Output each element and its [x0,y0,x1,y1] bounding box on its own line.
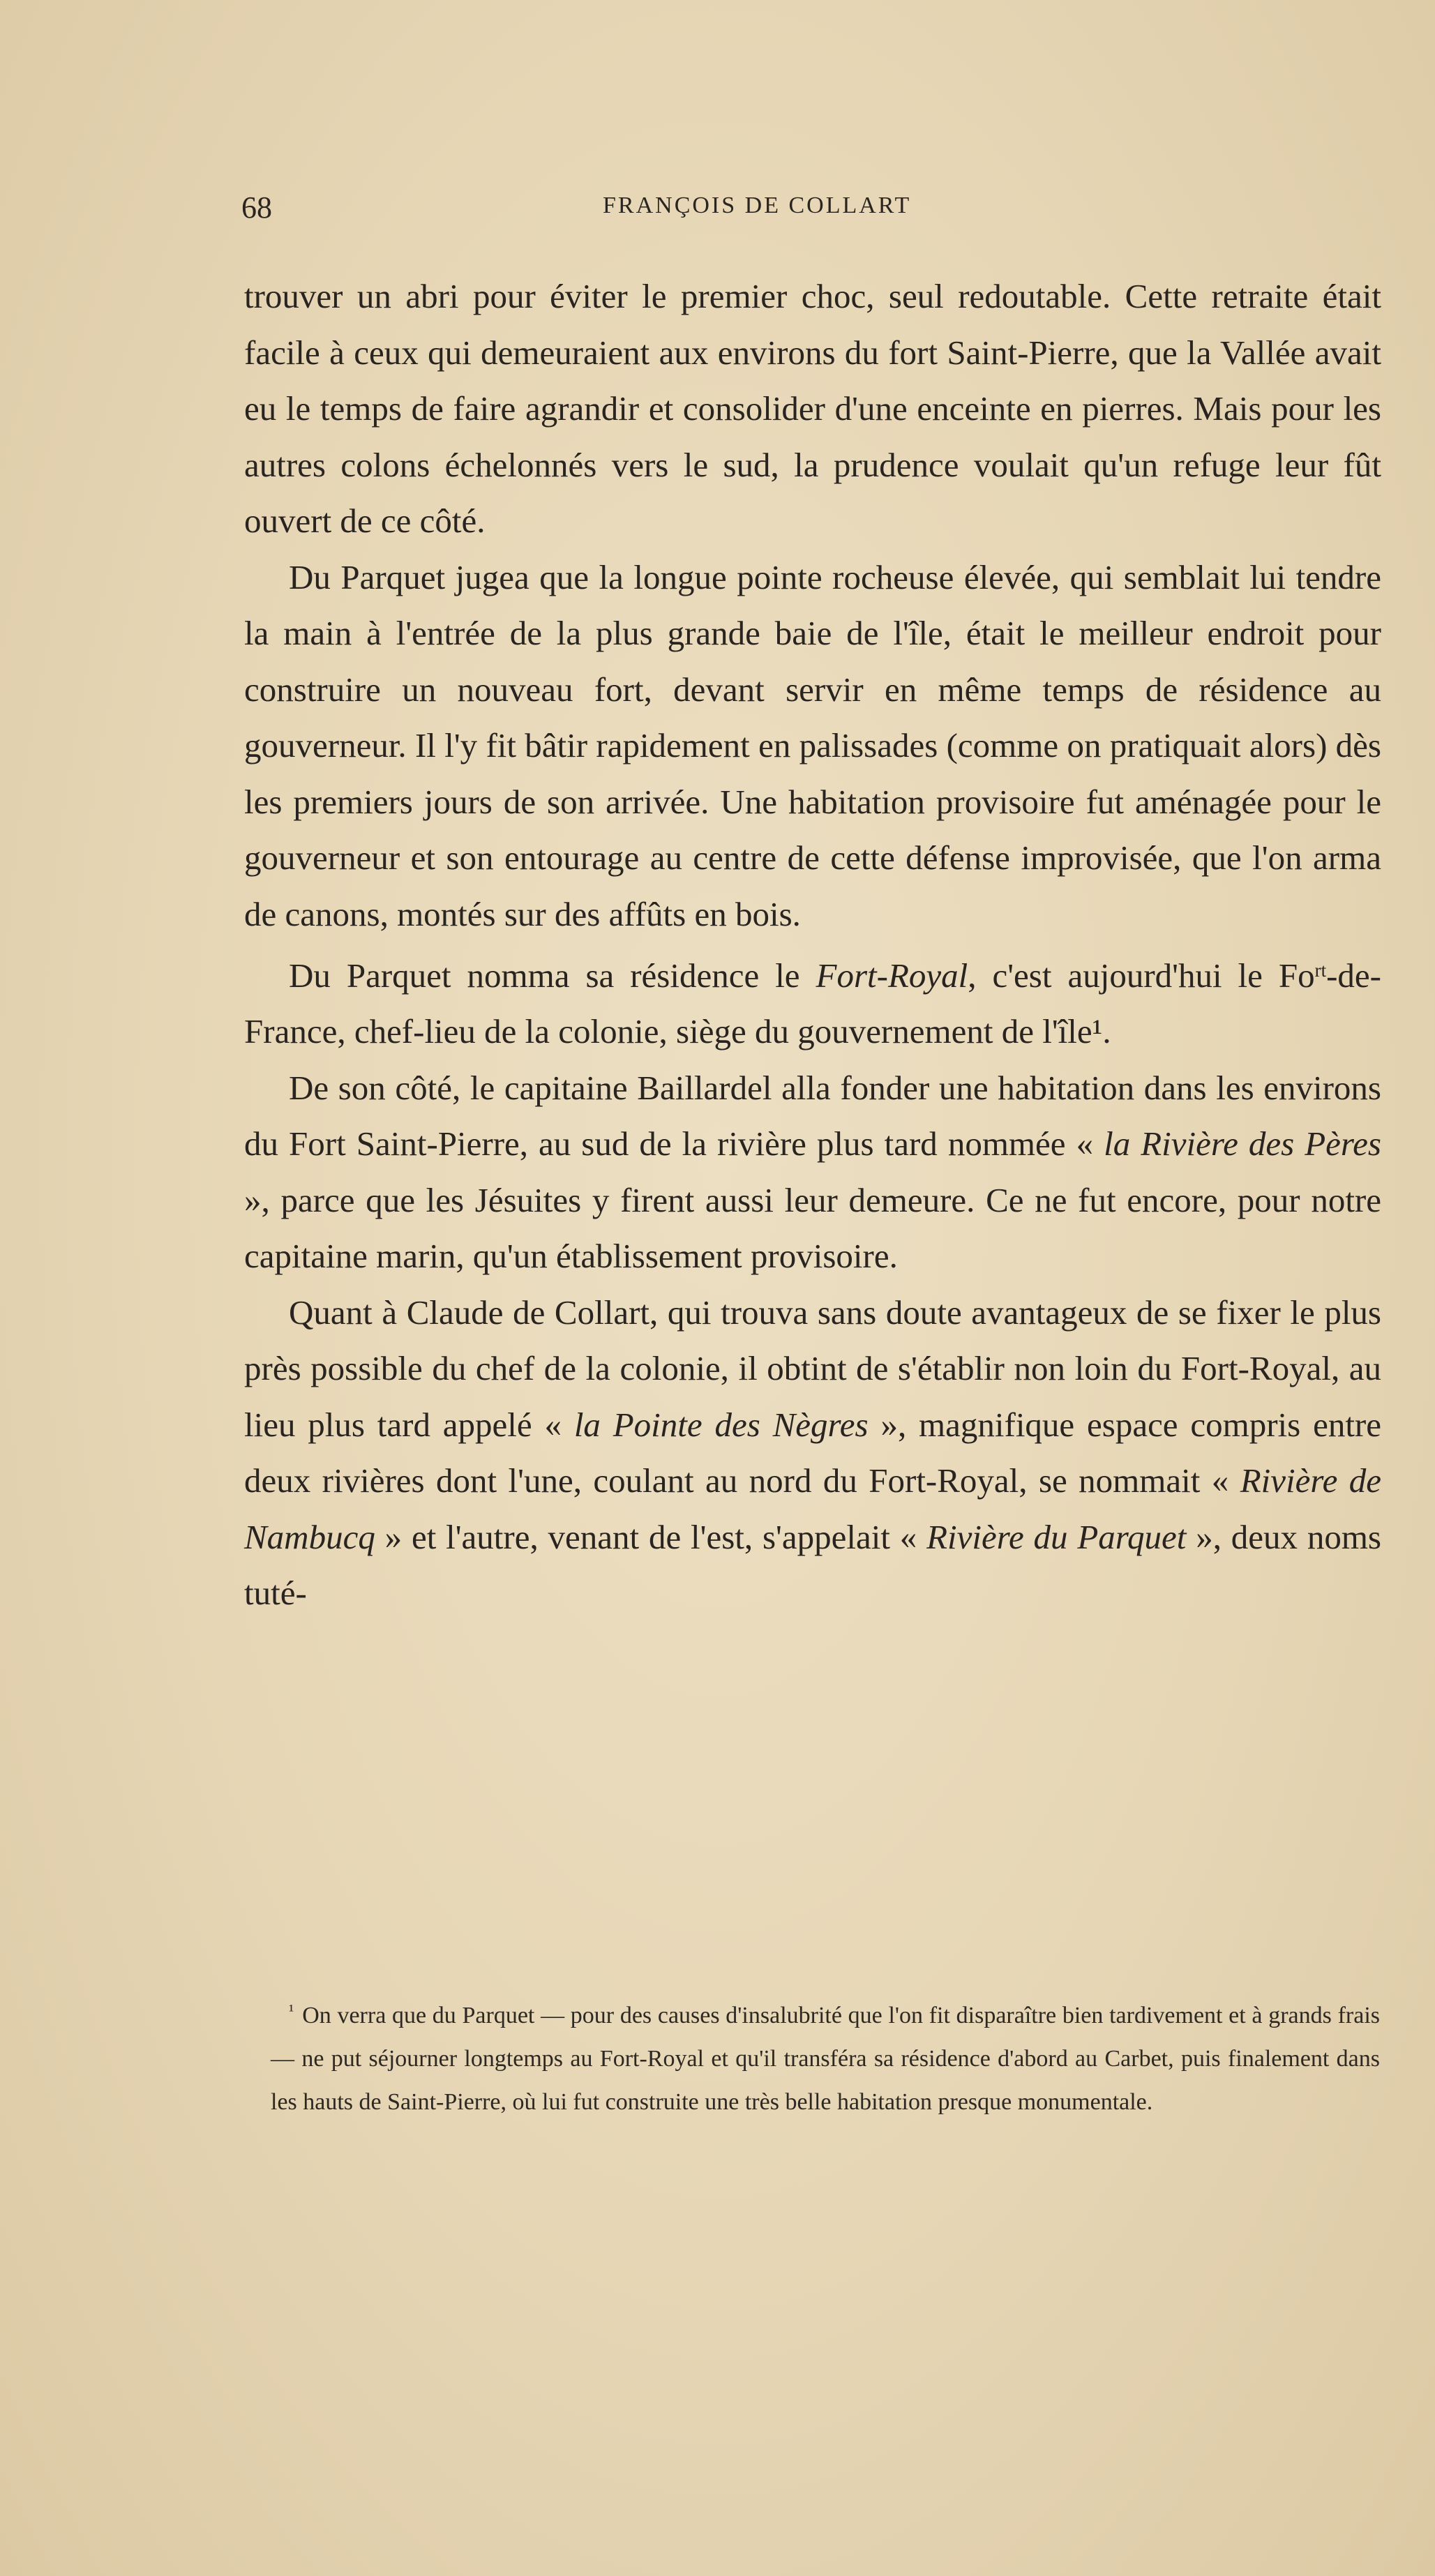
text-run: » et l'autre, venant de l'est, s'appelait « [375,1517,927,1556]
text-run: trouver un abri pour éviter le premier choc, seul redoutable. Cette retraite était facile à ceux qui demeuraient aux environs du fort Saint-Pierre, que la Vallée avait eu le temps de faire agrandir et consolider d'une enceinte en pierres. Mais pour les autres colons échelonnés vers le sud, la prudence voulait qu'un refuge leur fût ouvert de ce côté. [244,277,1381,540]
italic-text: Fort-Royal [816,956,968,995]
text-run: Quant à Claude de Collart, qui trouva sans doute avantageux de se fixer le plus près possible du chef de la colonie, il obtint de s'établir non loin du Fort-Royal, au lieu plus tard appelé « [244,1293,1381,1444]
running-title: FRANÇOIS DE COLLART [603,193,912,218]
misprint-text: rt [1314,960,1327,981]
paragraph [244,269,1381,550]
text-run: De son côté, le capitaine Baillardel alla fonder une habitation dans les environs du Fort Saint-Pierre, au sud de la rivière plus tard nommée « [244,1068,1381,1163]
italic-text: Rivière de Nambucq [244,1461,1381,1556]
italic-text: la Pointe des Nègres [573,1405,869,1444]
page-number: 68 [241,190,272,225]
footnote [271,1989,1380,2124]
footnote-marker: ¹ [289,2002,294,2020]
footnote-text: On verra que du Parquet — pour des causes d'insalubrité que l'on fit disparaître bien tardivement et à grands frais — ne put séjourner longtemps au Fort-Royal et qu'il transféra sa résidence d'abord au Carbet, puis finalement dans les hauts de Saint-Pierre, où lui fut construite une très belle habitation presque monumentale. [271,2003,1380,2115]
text-run: -de-France, chef-lieu de la colonie, siège du gouvernement de l'île¹. [244,956,1381,1051]
text-run: », magnifique espace compris entre deux rivières dont l'une, coulant au nord du Fort-Royal, se nommait « [244,1405,1381,1500]
paragraph [244,942,1381,1060]
body-text [244,269,1381,1622]
text-run: », deux noms tuté- [244,1517,1381,1613]
italic-text: la Rivière des Pères [1104,1124,1381,1163]
paragraph [244,1285,1381,1622]
paragraph [244,550,1381,943]
page-header [241,190,1385,232]
text-run: Du Parquet nomma sa résidence le [289,956,816,995]
text-run: Du Parquet jugea que la longue pointe rocheuse élevée, qui semblait lui tendre la main à l'entrée de la plus grande baie de l'île, était le meilleur endroit pour construire un nouveau fort, devant servir en même temps de résidence au gouverneur. Il l'y fit bâtir rapidement en palissades (comme on pratiquait alors) dès les premiers jours de son arrivée. Une habitation provisoire fut aménagée pour le gouverneur et son entourage au centre de cette défense improvisée, que l'on arma de canons, montés sur des affûts en bois. [244,557,1381,933]
paragraph [244,1060,1381,1285]
text-run: », parce que les Jésuites y firent aussi leur demeure. Ce ne fut encore, pour notre capitaine marin, qu'un établissement provisoire. [244,1180,1381,1276]
italic-text: Rivière du Parquet [926,1517,1187,1556]
text-run: , c'est aujourd'hui le Fo [968,956,1315,995]
